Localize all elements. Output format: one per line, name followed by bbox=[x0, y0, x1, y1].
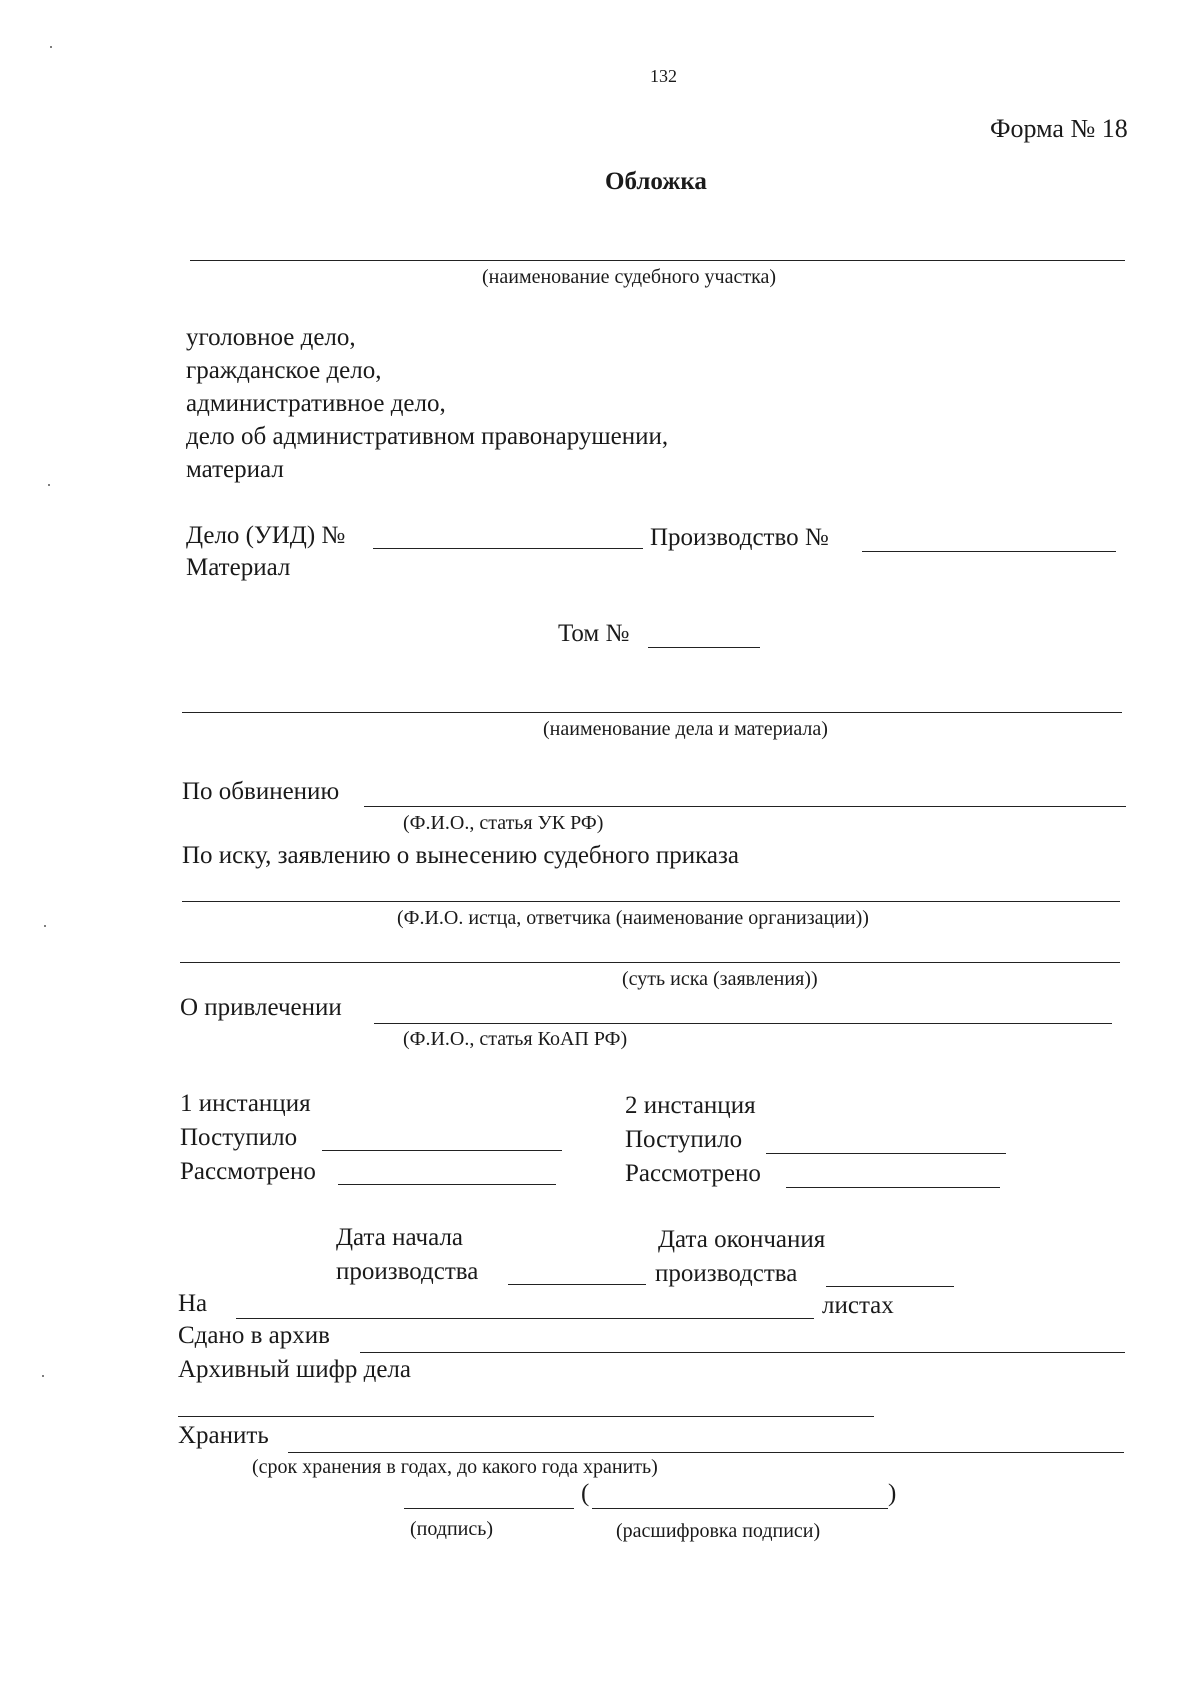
claim-essence-caption: (суть иска (заявления)) bbox=[622, 968, 818, 990]
instance2-reviewed-field[interactable] bbox=[786, 1187, 1000, 1188]
end-date-field[interactable] bbox=[826, 1286, 954, 1287]
case-type-material: материал bbox=[186, 456, 284, 483]
instance1-reviewed-label: Рассмотрено bbox=[180, 1158, 316, 1185]
archive-code-label: Архивный шифр дела bbox=[178, 1356, 412, 1383]
case-uid-field[interactable] bbox=[373, 548, 643, 549]
instance1-heading: 1 инстанция bbox=[180, 1090, 311, 1117]
signature-decode-caption: (расшифровка подписи) bbox=[616, 1520, 821, 1542]
sheets-prefix: На bbox=[178, 1290, 208, 1317]
case-type-offense: дело об административном правонарушении, bbox=[186, 423, 669, 450]
instance1-reviewed-field[interactable] bbox=[338, 1184, 556, 1185]
instance2-received-label: Поступило bbox=[625, 1126, 743, 1153]
start-date-label-2: производства bbox=[336, 1258, 479, 1285]
archive-code-field[interactable] bbox=[178, 1416, 874, 1417]
scan-speck bbox=[44, 925, 46, 927]
form-number: Форма № 18 bbox=[990, 114, 1128, 143]
case-uid-label: Дело (УИД) № bbox=[186, 522, 346, 549]
store-field[interactable] bbox=[288, 1452, 1124, 1453]
signature-decode-field[interactable] bbox=[592, 1508, 888, 1509]
paren-close: ) bbox=[888, 1480, 897, 1507]
admin-caption: (Ф.И.О., статья КоАП РФ) bbox=[403, 1028, 628, 1050]
instance2-reviewed-label: Рассмотрено bbox=[625, 1160, 761, 1187]
end-date-label-1: Дата окончания bbox=[658, 1226, 826, 1253]
archived-label: Сдано в архив bbox=[178, 1322, 330, 1349]
instance2-heading: 2 инстанция bbox=[625, 1092, 756, 1119]
court-name-line[interactable] bbox=[190, 260, 1125, 261]
admin-field[interactable] bbox=[374, 1023, 1112, 1024]
accusation-label: По обвинению bbox=[182, 778, 340, 805]
start-date-label-1: Дата начала bbox=[336, 1224, 464, 1251]
case-type-administrative: административное дело, bbox=[186, 390, 446, 417]
case-name-caption: (наименование дела и материала) bbox=[543, 718, 828, 740]
production-label: Производство № bbox=[650, 524, 829, 551]
page-number: 132 bbox=[650, 66, 677, 86]
case-type-criminal: уголовное дело, bbox=[186, 324, 356, 351]
instance1-received-label: Поступило bbox=[180, 1124, 298, 1151]
sheets-suffix: листах bbox=[822, 1292, 894, 1319]
case-type-civil: гражданское дело, bbox=[186, 357, 382, 384]
scan-speck bbox=[50, 46, 52, 48]
volume-label: Том № bbox=[558, 620, 630, 647]
store-caption: (срок хранения в годах, до какого года хранить) bbox=[252, 1456, 658, 1478]
signature-field[interactable] bbox=[404, 1508, 574, 1509]
accusation-field[interactable] bbox=[364, 806, 1126, 807]
volume-field[interactable] bbox=[648, 647, 760, 648]
signature-caption: (подпись) bbox=[410, 1518, 494, 1540]
archived-field[interactable] bbox=[360, 1352, 1125, 1353]
sheets-field[interactable] bbox=[236, 1318, 814, 1319]
material-label: Материал bbox=[186, 554, 291, 581]
end-date-label-2: производства bbox=[655, 1260, 798, 1287]
instance1-received-field[interactable] bbox=[322, 1150, 562, 1151]
claim-essence-line[interactable] bbox=[180, 962, 1120, 963]
case-name-line[interactable] bbox=[182, 712, 1122, 713]
start-date-field[interactable] bbox=[508, 1284, 646, 1285]
claim-parties-caption: (Ф.И.О. истца, ответчика (наименование организации)) bbox=[397, 907, 869, 929]
page-title: Обложка bbox=[605, 168, 707, 195]
store-label: Хранить bbox=[178, 1422, 269, 1449]
scan-speck bbox=[48, 484, 50, 486]
accusation-caption: (Ф.И.О., статья УК РФ) bbox=[403, 812, 604, 834]
admin-label: О привлечении bbox=[180, 994, 342, 1021]
paren-open: ( bbox=[581, 1480, 590, 1507]
court-name-caption: (наименование судебного участка) bbox=[482, 266, 777, 288]
scan-speck bbox=[42, 1375, 44, 1377]
claim-label: По иску, заявлению о вынесению судебного приказа bbox=[182, 842, 739, 869]
claim-parties-line[interactable] bbox=[182, 901, 1120, 902]
instance2-received-field[interactable] bbox=[766, 1153, 1006, 1154]
production-field[interactable] bbox=[862, 551, 1116, 552]
